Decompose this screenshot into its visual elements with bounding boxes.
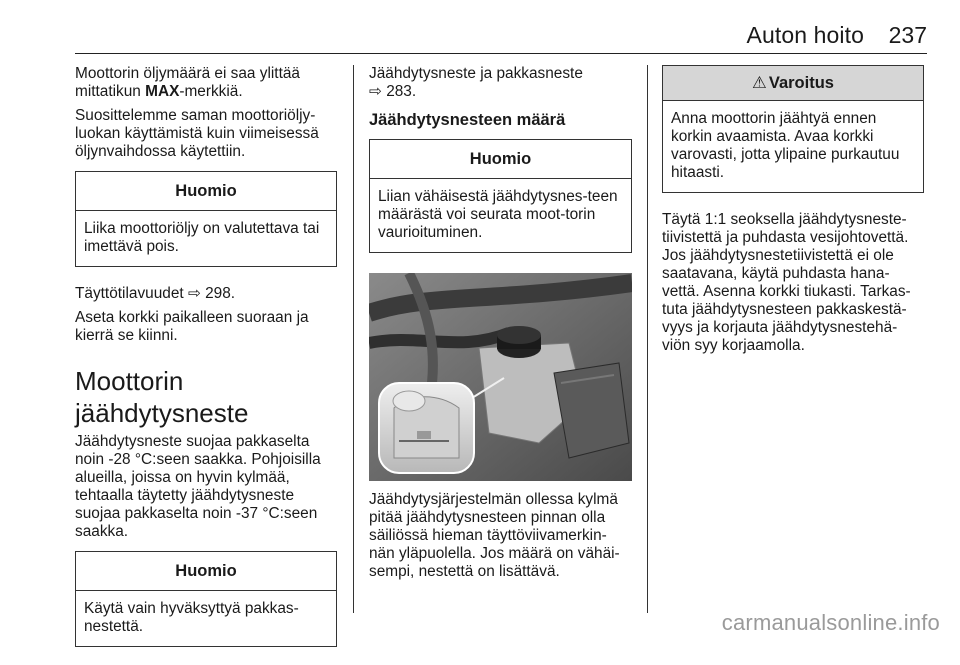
page-header bbox=[0, 0, 960, 56]
section-title: Auton hoito bbox=[746, 22, 864, 48]
reference-arrow-icon: ⇨ bbox=[369, 83, 382, 100]
note-title: Huomio bbox=[76, 172, 336, 211]
header-divider bbox=[75, 53, 927, 54]
warning-box bbox=[662, 65, 924, 193]
note-box-antifreeze bbox=[75, 551, 337, 647]
refill-instructions-paragraph: Täytä 1:1 seoksella jäähdytysneste-tiivistettä ja puhdasta vesijohtovettä. Jos jäähdytysnestetiivistettä ei ole saatavana, käytä puhdasta hana-vettä. Asenna korkki tiukasti. Tarkas-tuta jäähdytysnesteen pakkaskestä-vyys ja korjauta jäähdytysnestehä-viön syy korjaamolla. bbox=[662, 211, 911, 354]
coolant-reference: Jäähdytysneste ja pakkasneste ⇨ 283. bbox=[369, 65, 583, 100]
max-mark: MAX bbox=[145, 83, 180, 100]
coolant-level-heading: Jäähdytysnesteen määrä bbox=[369, 111, 566, 129]
oil-recommendation-paragraph: Suosittelemme saman moottoriöljy-luokan käyttämistä kuin viimeisessä öljynvaihdossa käytettiin. bbox=[75, 107, 319, 160]
note-title: Huomio bbox=[370, 140, 631, 179]
column-divider-2 bbox=[647, 65, 648, 613]
oil-level-paragraph: Moottorin öljymäärä ei saa ylittää mittatikun MAX-merkkiä. bbox=[75, 65, 300, 100]
warning-title-bar: ⚠ Varoitus bbox=[663, 66, 923, 101]
page-link[interactable]: 298. bbox=[205, 285, 236, 302]
column-1 bbox=[75, 65, 337, 665]
note-box-oil bbox=[75, 171, 337, 267]
coolant-reservoir-photo bbox=[369, 273, 632, 481]
capacities-reference: Täyttötilavuudet ⇨ 298. bbox=[75, 285, 236, 302]
note-body: Liian vähäisestä jäähdytysnes-teen määrästä voi seurata moot-torin vaurioituminen. bbox=[378, 188, 618, 241]
coolant-heading: Moottorin jäähdytysneste bbox=[75, 366, 249, 428]
warning-body: Anna moottorin jäähtyä ennen korkin avaamista. Avaa korkki varovasti, jotta ylipaine purkautuu hitaasti. bbox=[671, 110, 900, 181]
column-2 bbox=[369, 65, 632, 587]
coolant-protection-paragraph: Jäähdytysneste suojaa pakkaselta noin -28 °C:seen saakka. Pohjoisilla alueilla, joissa on hyvin kylmää, tehtaalla täytetty jäähdytysneste suojaa pakkaselta noin -37 °C:seen saakka. bbox=[75, 433, 321, 540]
page-link[interactable]: 283. bbox=[386, 83, 417, 100]
note-body: Liika moottoriöljy on valutettava tai imettävä pois. bbox=[84, 220, 320, 255]
watermark: carmanualsonline.info bbox=[721, 610, 940, 635]
page-number: 237 bbox=[888, 22, 927, 48]
reference-arrow-icon: ⇨ bbox=[187, 285, 201, 302]
coolant-level-paragraph: Jäähdytysjärjestelmän ollessa kylmä pitää jäähdytysnesteen pinnan olla säiliössä hieman täyttöviivamerkin-nän yläpuolella. Jos määrä on vähäi-sempi, nestettä on lisättävä. bbox=[369, 491, 620, 580]
note-title: Huomio bbox=[76, 552, 336, 591]
cap-instruction-paragraph: Aseta korkki paikalleen suoraan ja kierrä se kiinni. bbox=[75, 309, 309, 344]
column-divider-1 bbox=[353, 65, 354, 613]
warning-triangle-icon: ⚠ bbox=[752, 74, 767, 92]
note-body: Käytä vain hyväksyttyä pakkas-nestettä. bbox=[84, 600, 299, 635]
column-3 bbox=[662, 65, 924, 361]
note-box-coolant bbox=[369, 139, 632, 253]
